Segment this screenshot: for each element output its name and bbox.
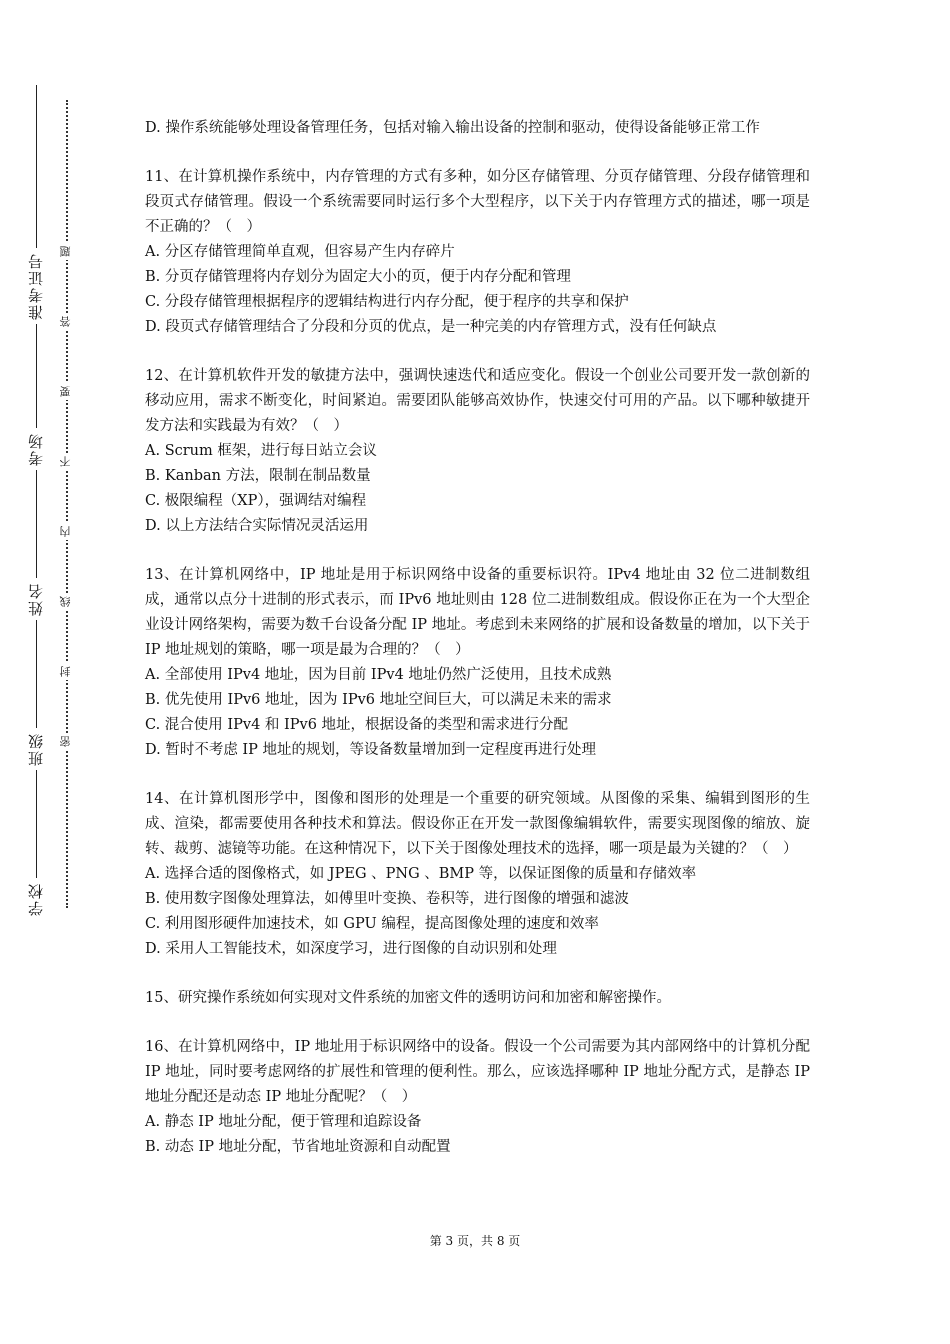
option-d: D. 暂时不考虑 IP 地址的规划，等设备数量增加到一定程度再进行处理	[145, 742, 597, 758]
option-d: D. 段页式存储管理结合了分段和分页的优点，是一种完美的内存管理方式，没有任何缺点	[145, 319, 717, 335]
question-text: 12、在计算机软件开发的敏捷方法中，强调快速迭代和适应变化。假设一个创业公司要开发一款创新的移动应用，需求不断变化，时间紧迫。需要团队能够高效协作，快速交付可用的产品。以下哪种敏捷开发方法和实践最为有效？（ ）	[145, 368, 810, 434]
seal-char: 内	[58, 523, 74, 540]
question-text: 16、在计算机网络中，IP 地址用于标识网络中的设备。假设一个公司需要为其内部网络中的计算机分配 IP 地址，同时要考虑网络的扩展性和管理的便利性。那么，应该选择哪种 IP 地址分配方式，是静态 IP 地址分配还是动态 IP 地址分配呢？（ ）	[145, 1039, 810, 1105]
option-b: B. 动态 IP 地址分配，节省地址资源和自动配置	[145, 1139, 451, 1155]
option-a: A. 分区存储管理简单直观，但容易产生内存碎片	[145, 244, 455, 260]
option-c: C. 分段存储管理根据程序的逻辑结构进行内存分配，便于程序的共享和保护	[145, 294, 629, 310]
field-exam-number: 准考证号	[22, 248, 50, 324]
option-b: B. 优先使用 IPv6 地址，因为 IPv6 地址空间巨大，可以满足未来的需求	[145, 692, 612, 708]
seal-char: 题	[58, 243, 74, 260]
field-class: 班级	[22, 728, 50, 770]
binding-solid-line	[36, 85, 37, 905]
binding-margin	[0, 0, 100, 1344]
option-b: B. 分页存储管理将内存划分为固定大小的页，便于内存分配和管理	[145, 269, 571, 285]
question-content	[145, 116, 810, 1184]
question-12	[145, 364, 810, 539]
option-a: A. 静态 IP 地址分配，便于管理和追踪设备	[145, 1114, 422, 1130]
field-exam-room: 考场	[22, 428, 50, 470]
question-11	[145, 165, 810, 340]
option-c: C. 极限编程（XP），强调结对编程	[145, 493, 367, 509]
question-text: 15、研究操作系统如何实现对文件系统的加密文件的透明访问和加密和解密操作。	[145, 990, 671, 1006]
option-d: D. 以上方法结合实际情况灵活运用	[145, 518, 369, 534]
option-d: D. 采用人工智能技术，如深度学习，进行图像的自动识别和处理	[145, 941, 557, 957]
question-text: 13、在计算机网络中，IP 地址是用于标识网络中设备的重要标识符。IPv4 地址由 32 位二进制数组成，通常以点分十进制的形式表示，而 IPv6 地址则由 128 位二进制数组成。假设你正在为一个大型企业设计网络架构，需要为数千台设备分配 IP 地址。考虑到未来网络的扩展和设备数量的增加，以下关于 IP 地址规划的策略，哪一项是最为合理的？（ ）	[145, 567, 810, 658]
option-b: B. Kanban 方法，限制在制品数量	[145, 468, 371, 484]
seal-dotted-line	[66, 100, 68, 908]
intro-option: D. 操作系统能够处理设备管理任务，包括对输入输出设备的控制和驱动，使得设备能够正常工作	[145, 120, 760, 136]
option-c: C. 混合使用 IPv4 和 IPv6 地址，根据设备的类型和需求进行分配	[145, 717, 569, 733]
field-name: 姓名	[22, 578, 50, 620]
option-a: A. 选择合适的图像格式，如 JPEG 、PNG 、BMP 等，以保证图像的质量和存储效率	[145, 866, 697, 882]
page-footer: 第 3 页，共 8 页	[429, 1234, 521, 1248]
seal-char: 答	[58, 313, 74, 330]
option-a: A. 全部使用 IPv4 地址，因为目前 IPv4 地址仍然广泛使用，且技术成熟	[145, 667, 612, 683]
seal-char: 不	[58, 453, 74, 470]
question-text: 11、在计算机操作系统中，内存管理的方式有多种，如分区存储管理、分页存储管理、分段存储管理和段页式存储管理。假设一个系统需要同时运行多个大型程序，以下关于内存管理方式的描述，哪一项是不正确的？（ ）	[145, 169, 810, 235]
question-13	[145, 563, 810, 763]
option-b: B. 使用数字图像处理算法，如傅里叶变换、卷积等，进行图像的增强和滤波	[145, 891, 629, 907]
seal-char: 线	[58, 593, 74, 610]
option-c: C. 利用图形硬件加速技术，如 GPU 编程，提高图像处理的速度和效率	[145, 916, 599, 932]
option-a: A. Scrum 框架，进行每日站立会议	[145, 443, 377, 459]
seal-char: 密	[58, 733, 74, 750]
seal-char: 封	[58, 663, 74, 680]
intro-block	[145, 116, 810, 141]
question-text: 14、在计算机图形学中，图像和图形的处理是一个重要的研究领域。从图像的采集、编辑到图形的生成、渲染，都需要使用各种技术和算法。假设你正在开发一款图像编辑软件，需要实现图像的缩放、旋转、裁剪、滤镜等功能。在这种情况下，以下关于图像处理技术的选择，哪一项是最为关键的？（ ）	[145, 791, 810, 857]
question-14	[145, 787, 810, 962]
field-school: 学校	[22, 878, 50, 920]
question-15	[145, 986, 810, 1011]
question-16	[145, 1035, 810, 1160]
seal-char: 要	[58, 383, 74, 400]
